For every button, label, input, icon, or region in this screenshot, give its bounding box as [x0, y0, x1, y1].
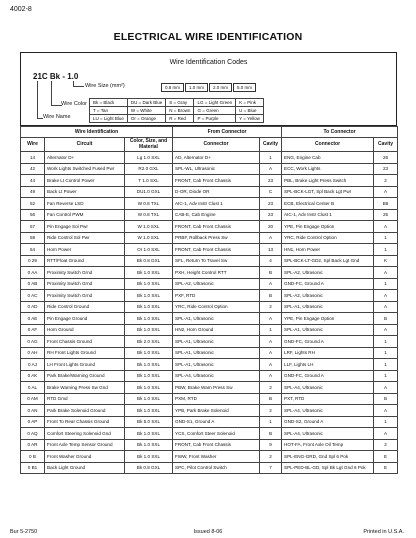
color-size-material-cell: Bk 1.0 SXL [125, 439, 173, 451]
color-size-material-cell: Bk 1.0 SXL [125, 359, 173, 371]
from-cavity-cell: A [260, 163, 282, 175]
color-size-material-cell: Bk 0.8 GXL [125, 255, 173, 267]
to-connector-cell: PBL, Brake Light Press Switch [282, 175, 374, 187]
page-code: 4002-8 [10, 6, 32, 13]
table-row [21, 405, 398, 417]
circuit-cell: Back Light Ground [45, 462, 125, 474]
wire-size-option: 5.0 mm [233, 83, 256, 92]
circuit-cell: Proximity Switch Grnd [45, 267, 125, 279]
table-row [21, 451, 398, 463]
to-connector-cell: SPL-A2, Ultrasonic [282, 267, 374, 279]
wire-id-cell: 52 [21, 198, 45, 210]
wire-id-cell: 0 29 [21, 255, 45, 267]
circuit-cell: Front Axle Temp Sensor Ground [45, 439, 125, 451]
from-connector-cell: PXH, Height Control RTT [173, 267, 260, 279]
table-row [21, 175, 398, 187]
circuit-cell: RTT/Float Ground [45, 255, 125, 267]
to-cavity-cell: 1 [374, 232, 398, 244]
to-connector-cell: SPL-BCK-LGT, Spl Back Lgt Pwr [282, 186, 374, 198]
from-connector-cell: SPL-A2, Ultrasonic [173, 278, 260, 290]
color-code: P = Purple [194, 115, 236, 123]
circuit-cell: Brake Warning Press Sw Gnd [45, 382, 125, 394]
table-row [21, 278, 398, 290]
to-connector-cell: GND-FC, Ground A [282, 370, 374, 382]
circuit-cell: Fan Control PWM [45, 209, 125, 221]
wire-size-label: Wire Size (mm²) [85, 83, 125, 89]
to-connector-cell: SPL-A4, Ultrasonic [282, 405, 374, 417]
column-header: Connector [173, 138, 260, 152]
column-header: Cavity [260, 138, 282, 152]
group-header-row [21, 127, 398, 138]
table-row [21, 152, 398, 164]
wire-id-cell: 0 AN [21, 405, 45, 417]
to-cavity-cell: A [374, 382, 398, 394]
color-code: N = Brown [166, 107, 194, 115]
to-cavity-cell: 1 [374, 336, 398, 348]
circuit-cell: Proximity Switch Grnd [45, 278, 125, 290]
wire-id-cell: 0 AB [21, 278, 45, 290]
column-header: Wire [21, 138, 45, 152]
to-connector-cell: YPE, Pin Engage Option [282, 313, 374, 325]
column-header: Connector [282, 138, 374, 152]
to-connector-cell: GND-FC, Ground A [282, 278, 374, 290]
table-row [21, 393, 398, 405]
table-row [21, 416, 398, 428]
to-cavity-cell: B [374, 393, 398, 405]
from-cavity-cell: 2 [260, 382, 282, 394]
color-code: R = Red [166, 115, 194, 123]
footer-issued: Issued 8-06 [193, 529, 223, 535]
wire-id-cell: 14 [21, 152, 45, 164]
color-code-table [89, 98, 264, 123]
to-cavity-cell: 2 [374, 439, 398, 451]
from-cavity-cell: A [260, 359, 282, 371]
circuit-cell: Park Brake Solenoid Ground [45, 405, 125, 417]
from-connector-cell: CAB-E, Cab Engine [173, 209, 260, 221]
to-cavity-cell: B [374, 313, 398, 325]
code-sample: 21C Bk - 1.0 [33, 72, 79, 81]
color-size-material-cell: Bk 1.0 SXL [125, 267, 173, 279]
color-size-material-cell: W 0.8 TXL [125, 209, 173, 221]
to-cavity-cell: 1 [374, 244, 398, 256]
from-connector-cell: PXM, RTD [173, 393, 260, 405]
wire-id-cell: 56 [21, 209, 45, 221]
circuit-cell: Proximity Switch Grnd [45, 290, 125, 302]
from-cavity-cell: B [260, 267, 282, 279]
from-connector-cell: FRONT, Cab Front Chassis [173, 244, 260, 256]
color-code: W = White [127, 107, 165, 115]
wire-size-option: 2.0 mm [209, 83, 232, 92]
group-header: To Connector [282, 127, 398, 138]
wire-id-cell: 0 AJ [21, 359, 45, 371]
wire-table-body [21, 152, 398, 474]
table-row [21, 439, 398, 451]
from-connector-cell: SPL-A4, Ultrasonic [173, 370, 260, 382]
wire-id-cell: 49 [21, 186, 45, 198]
wire-name-label: Wire Name [43, 114, 71, 120]
color-size-material-cell: Bk 1.0 SXL [125, 451, 173, 463]
column-header: Circuit [45, 138, 125, 152]
from-cavity-cell: 9 [260, 439, 282, 451]
from-cavity-cell: 20 [260, 221, 282, 233]
column-header: Color, Size, and Material [125, 138, 173, 152]
circuit-cell: LH Front Lights Ground [45, 359, 125, 371]
color-size-material-cell: Bk 1.0 SXL [125, 347, 173, 359]
from-cavity-cell: B [260, 428, 282, 440]
wire-size-list [161, 83, 257, 92]
to-cavity-cell: 1 [374, 359, 398, 371]
color-size-material-cell: T 1.0 SXL [125, 175, 173, 187]
to-cavity-cell: A [374, 267, 398, 279]
wire-id-cell: 57 [21, 221, 45, 233]
table-row [21, 209, 398, 221]
circuit-cell: Pin Engage Ground [45, 313, 125, 325]
from-cavity-cell: 1 [260, 324, 282, 336]
from-connector-cell: SPL-A1, Ultrasonic [173, 313, 260, 325]
from-connector-cell: YRC, Ride Control Option [173, 301, 260, 313]
from-connector-cell: SPL-A1, Ultrasonic [173, 336, 260, 348]
from-cavity-cell: 23 [260, 209, 282, 221]
circuit-cell: Work Lights Switched Fused Pwr [45, 163, 125, 175]
table-row [21, 359, 398, 371]
from-connector-cell: YCS, Comfort Steer Solenoid [173, 428, 260, 440]
to-connector-cell: YRC, Ride Control Option [282, 232, 374, 244]
circuit-cell: Comfort Steering Solenoid Gnd [45, 428, 125, 440]
wire-id-cell: 0 AP [21, 416, 45, 428]
to-connector-cell: ENG, Engine Cab [282, 152, 374, 164]
to-connector-cell: PXT, RTD [282, 393, 374, 405]
wire-size-option: 0.8 mm [161, 83, 184, 92]
color-size-material-cell: W 0.8 TXL [125, 198, 173, 210]
table-row [21, 428, 398, 440]
circuit-cell: Ride Control Ground [45, 301, 125, 313]
from-cavity-cell: 1 [260, 416, 282, 428]
color-size-material-cell: Bk 1.0 SXL [125, 370, 173, 382]
table-row [21, 382, 398, 394]
to-cavity-cell: A [374, 186, 398, 198]
from-cavity-cell: 23 [260, 175, 282, 187]
to-connector-cell: AIC-1, Adv Instr Clust 1 [282, 209, 374, 221]
to-cavity-cell: E [374, 462, 398, 474]
color-size-material-cell: Bk 1.0 SXL [125, 301, 173, 313]
wire-id-cell: 0 AF [21, 324, 45, 336]
to-cavity-cell: K [374, 255, 398, 267]
wire-id-cell: 0 AG [21, 336, 45, 348]
color-code: U = Blue [236, 107, 264, 115]
circuit-cell: Front To Rear Chassis Ground [45, 416, 125, 428]
from-cavity-cell: C [260, 186, 282, 198]
to-cavity-cell: A [374, 324, 398, 336]
color-size-material-cell: R2.0 GXL [125, 163, 173, 175]
to-cavity-cell: 1 [374, 278, 398, 290]
wire-id-cell: 0 AA [21, 267, 45, 279]
from-cavity-cell: 1 [260, 152, 282, 164]
to-cavity-cell: 25 [374, 209, 398, 221]
circuit-cell: RTD Gmd [45, 393, 125, 405]
color-code: Or = Orange [127, 115, 165, 123]
to-cavity-cell: A [374, 405, 398, 417]
to-connector-cell: SPL-A1, Ultrasonic [282, 324, 374, 336]
to-cavity-cell: B6 [374, 198, 398, 210]
from-connector-cell: SPL-A1, Ultrasonic [173, 347, 260, 359]
table-row [21, 267, 398, 279]
to-cavity-cell: 1 [374, 416, 398, 428]
to-cavity-cell: 1 [374, 347, 398, 359]
to-cavity-cell: 23 [374, 163, 398, 175]
circuit-cell: Ride Control Sol Pwr [45, 232, 125, 244]
color-size-material-cell: Bk 1.0 SXL [125, 428, 173, 440]
from-cavity-cell: 4 [260, 255, 282, 267]
to-connector-cell: SPL-BCK-LT-GD2, Spl Back Lgt Gnd [282, 255, 374, 267]
circuit-cell: Brake Lt Control Power [45, 175, 125, 187]
from-cavity-cell: A [260, 336, 282, 348]
from-connector-cell: AIC-1, Adv Instr Clust 1 [173, 198, 260, 210]
from-cavity-cell: 2 [260, 451, 282, 463]
color-code: LU = Light Blue [90, 115, 128, 123]
table-row [21, 186, 398, 198]
table-row [21, 290, 398, 302]
footer-doc-number: Bur 5-2750 [10, 529, 38, 535]
from-cavity-cell: A [260, 370, 282, 382]
color-size-material-cell: Bk 1.0 SXL [125, 278, 173, 290]
color-size-material-cell: Bk 1.0 SXL [125, 290, 173, 302]
from-cavity-cell: 13 [260, 244, 282, 256]
from-cavity-cell: B [260, 393, 282, 405]
to-connector-cell: LLF, Lights LH [282, 359, 374, 371]
circuit-cell: Alternator D+ [45, 152, 125, 164]
wire-id-cell: 0 AH [21, 347, 45, 359]
from-cavity-cell: 23 [260, 198, 282, 210]
circuit-cell: Park Brake/Warning Ground [45, 370, 125, 382]
table-row [21, 370, 398, 382]
color-size-material-cell: Lg 1.0 SXL [125, 152, 173, 164]
color-size-material-cell: W 1.0 SXL [125, 232, 173, 244]
to-connector-cell: ECC, Work Lights [282, 163, 374, 175]
color-size-material-cell: DU1.0 GXL [125, 186, 173, 198]
column-header-row [21, 138, 398, 152]
leader-line [73, 81, 84, 87]
column-header: Cavity [374, 138, 398, 152]
color-size-material-cell: Bk 1.0 SXL [125, 405, 173, 417]
from-cavity-cell: 7 [260, 462, 282, 474]
from-connector-cell: HN2, Horn Ground [173, 324, 260, 336]
from-connector-cell: FRONT, Cab Front Chassis [173, 175, 260, 187]
from-cavity-cell: 2 [260, 405, 282, 417]
to-connector-cell: GND-S2, Ground A [282, 416, 374, 428]
wire-id-cell: 0 B1 [21, 462, 45, 474]
from-cavity-cell: A [260, 313, 282, 325]
table-row [21, 232, 398, 244]
to-connector-cell: ECB, Electrical Center B [282, 198, 374, 210]
color-size-material-cell: W 1.0 SXL [125, 221, 173, 233]
color-code: S = Gray [166, 99, 194, 107]
wire-id-cell: 58 [21, 232, 45, 244]
to-connector-cell: YPE, Pin Engage Option [282, 221, 374, 233]
from-connector-cell: AD, Alternator D+ [173, 152, 260, 164]
color-code: DU = Dark Blue [127, 99, 165, 107]
to-cavity-cell: A [374, 301, 398, 313]
color-size-material-cell: Bk 5.0 SXL [125, 416, 173, 428]
table-row [21, 221, 398, 233]
table-row [21, 313, 398, 325]
table-row [21, 255, 398, 267]
to-cavity-cell: A [374, 221, 398, 233]
color-code: G = Green [194, 107, 236, 115]
circuit-cell: Fan Reverse LSD [45, 198, 125, 210]
color-code: Y = Yellow [236, 115, 264, 123]
color-size-material-cell: Bk 1.0 SXL [125, 324, 173, 336]
color-size-material-cell: Bk 1.0 SXL [125, 393, 173, 405]
from-connector-cell: SFL, Return To Travel Sw [173, 255, 260, 267]
wire-id-cell: 0 AD [21, 301, 45, 313]
table-row [21, 336, 398, 348]
from-connector-cell: PXF, RTD [173, 290, 260, 302]
to-connector-cell: HOT-FA, Front Axle Oil Temp [282, 439, 374, 451]
color-size-material-cell: Or 1.0 SXL [125, 244, 173, 256]
wire-id-cell: 0 B [21, 451, 45, 463]
from-cavity-cell: 2 [260, 301, 282, 313]
table-row [21, 324, 398, 336]
from-cavity-cell: A [260, 278, 282, 290]
circuit-cell: Front Chassis Ground [45, 336, 125, 348]
color-row [90, 99, 264, 107]
wire-id-cell: 0 AE [21, 313, 45, 325]
table-row [21, 347, 398, 359]
legend-title: Wire Identification Codes [169, 59, 248, 66]
color-row [90, 115, 264, 123]
to-cavity-cell: 2 [374, 175, 398, 187]
table-row [21, 198, 398, 210]
table-row [21, 462, 398, 474]
group-header: From Connector [173, 127, 282, 138]
table-row [21, 301, 398, 313]
wire-id-cell: 64 [21, 244, 45, 256]
color-code: Bk = Black [90, 99, 128, 107]
circuit-cell: Horn Ground [45, 324, 125, 336]
from-connector-cell: SPL-A1, Ultrasonic [173, 359, 260, 371]
circuit-cell: Front Washer Ground [45, 451, 125, 463]
wire-table [20, 126, 398, 474]
color-size-material-cell: Bk 1.0 SXL [125, 313, 173, 325]
from-cavity-cell: A [260, 347, 282, 359]
wire-id-cell: 0 AQ [21, 428, 45, 440]
wire-id-cell: 44 [21, 175, 45, 187]
color-size-material-cell: Bk 0.8 GXL [125, 462, 173, 474]
color-row [90, 107, 264, 115]
wire-id-cell: 0 AL [21, 382, 45, 394]
to-cavity-cell: 1 [374, 370, 398, 382]
to-connector-cell: SPL-A4, Ultrasonic [282, 382, 374, 394]
wire-id-cell: 0 AM [21, 393, 45, 405]
from-cavity-cell: B [260, 290, 282, 302]
from-connector-cell: SPC, Pilot Control Switch [173, 462, 260, 474]
group-header: Wire Identification [21, 127, 173, 138]
table-row [21, 163, 398, 175]
wire-id-cell: 0 AC [21, 290, 45, 302]
to-connector-cell: SPL-PED-BL-GD, Spl Bk Lgt Gnd 6 Pok [282, 462, 374, 474]
from-connector-cell: FRONT, Cab Front Chassis [173, 439, 260, 451]
color-code: K = Pink [236, 99, 264, 107]
to-cavity-cell: A [374, 290, 398, 302]
wire-id-cell: 0 AK [21, 370, 45, 382]
to-cavity-cell: 26 [374, 152, 398, 164]
to-connector-cell: SPL-A4, Ultrasonic [282, 428, 374, 440]
color-code: LG = Light Green [194, 99, 236, 107]
to-connector-cell: GND-FC, Ground A [282, 336, 374, 348]
to-cavity-cell: A [374, 428, 398, 440]
color-size-material-cell: Bk 1.0 SXL [125, 382, 173, 394]
color-code: T = Tan [90, 107, 128, 115]
color-size-material-cell: Bk 2.0 SXL [125, 336, 173, 348]
to-connector-cell: HN1, Horn Power [282, 244, 374, 256]
from-connector-cell: FRONT, Cab Front Chassis [173, 221, 260, 233]
from-connector-cell: PRBF, Rollback Press Sw [173, 232, 260, 244]
wire-codes-legend [20, 52, 397, 126]
from-connector-cell: FWW, Front Washer [173, 451, 260, 463]
to-connector-cell: SPL-A1, Ultrasonic [282, 301, 374, 313]
from-connector-cell: SPL-WL, Ultrasonic [173, 163, 260, 175]
table-row [21, 244, 398, 256]
wire-id-cell: 0 AR [21, 439, 45, 451]
from-connector-cell: GND-S1, Ground A [173, 416, 260, 428]
circuit-cell: Pin Engage Sol Pwr [45, 221, 125, 233]
circuit-cell: Horn Power [45, 244, 125, 256]
footer-printed: Printed in U.S.A. [363, 529, 404, 535]
wire-id-cell: 42 [21, 163, 45, 175]
to-cavity-cell: E [374, 451, 398, 463]
from-connector-cell: PBW, Brake Warn Press Sw [173, 382, 260, 394]
to-connector-cell: LRF, Lights RH [282, 347, 374, 359]
circuit-cell: Back Lt Power [45, 186, 125, 198]
from-connector-cell: YPB, Park Brake Solenoid [173, 405, 260, 417]
page-title: ELECTRICAL WIRE IDENTIFICATION [113, 31, 303, 43]
from-connector-cell: D-OR, Diode OR [173, 186, 260, 198]
circuit-cell: RH Front Lights Ground [45, 347, 125, 359]
wire-size-option: 1.0 mm [185, 83, 208, 92]
to-connector-cell: SPL-A2, Ultrasonic [282, 290, 374, 302]
from-cavity-cell: A [260, 232, 282, 244]
to-connector-cell: SPL-ENG-GRD, Gnd Spl 6 Pok [282, 451, 374, 463]
wire-color-label: Wire Color [61, 101, 87, 107]
